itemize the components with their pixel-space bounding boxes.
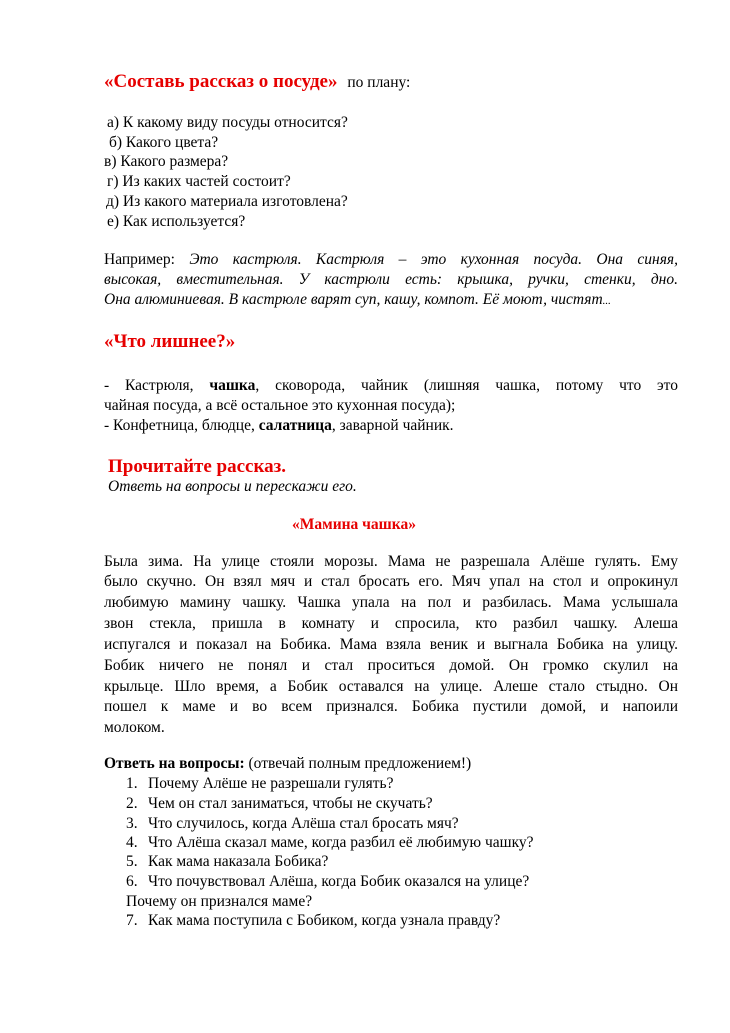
section3-subtitle: Ответь на вопросы и перескажи его. <box>108 478 357 495</box>
question-item: 7. Как мама поступила с Бобиком, когда узнала правду? <box>126 912 501 929</box>
questions-heading <box>104 755 471 773</box>
story-title: «Мамина чашка» <box>292 516 416 533</box>
example-line: Например: Это кастрюля. Кастрюля – это кухонная посуда. Она синяя, <box>104 251 678 268</box>
story-line: любимую мамину чашку. Чашка упала на пол и разбилась. Мама услышала <box>104 594 678 611</box>
example-line: высокая, вместительная. У кастрюли есть: крышка, ручки, стенки, дно. <box>104 271 678 288</box>
question-item: 6. Что почувствовал Алёша, когда Бобик оказался на улице? <box>126 873 530 890</box>
question-item: 5. Как мама наказала Бобика? <box>126 853 329 870</box>
section2-title: «Что лишнее?» <box>104 331 236 352</box>
question-item: Почему он признался маме? <box>126 893 313 910</box>
question-item: 2. Чем он стал заниматься, чтобы не скучать? <box>126 795 433 812</box>
section1-subtitle: по плану: <box>347 74 411 91</box>
question-item: 4. Что Алёша сказал маме, когда разбил её любимую чашку? <box>126 834 534 851</box>
question-item: 1. Почему Алёше не разрешали гулять? <box>126 775 394 792</box>
plan-item: б) Какого цвета? <box>109 134 219 151</box>
story-line: Была зима. На улице стояли морозы. Мама не разрешала Алёше гулять. Ему <box>104 553 678 570</box>
section1-heading <box>104 71 410 93</box>
example-line: Она алюминиевая. В кастрюле варят суп, кашу, компот. Её моют, чистят... <box>104 291 611 308</box>
story-line: Бобик ничего не понял и стал проситься домой. Он громко скулил на <box>104 657 678 674</box>
plan-item: в) Какого размера? <box>104 153 229 170</box>
plan-item: а) К какому виду посуды относится? <box>107 114 348 131</box>
question-item: 3. Что случилось, когда Алёша стал бросать мяч? <box>126 815 459 832</box>
section3-title: Прочитайте рассказ. <box>108 456 287 477</box>
odd-one-line: чайная посуда, а всё остальное это кухонная посуда); <box>104 397 456 414</box>
plan-item: е) Как используется? <box>107 213 246 230</box>
section1-title: «Составь рассказ о посуде» <box>104 71 338 92</box>
plan-item: г) Из каких частей состоит? <box>107 173 291 190</box>
story-line: крыльце. Шло время, а Бобик оставался на улице. Алеше стало стыдно. Он <box>104 678 678 695</box>
story-line: пошел к маме и во всем признался. Бобика пустили домой, и напоили <box>104 698 678 715</box>
story-line: испугался и показал на Бобика. Мама взяла веник и выгнала Бобика на улицу. <box>104 636 678 653</box>
story-line: звон стекла, пришла в комнату и спросила, кто разбил чашку. Алеша <box>104 615 678 632</box>
example-label: Например: <box>104 251 175 268</box>
odd-one-line: - Конфетница, блюдце, салатница, заварной чайник. <box>104 417 454 434</box>
plan-item: д) Из какого материала изготовлена? <box>106 193 348 210</box>
story-line: было скучно. Он взял мяч и стал бросать его. Мяч упал на стол и опрокинул <box>104 573 678 590</box>
story-line: молоком. <box>104 719 165 736</box>
odd-one-line: - Кастрюля, чашка, сковорода, чайник (лишняя чашка, потому что это <box>104 377 678 394</box>
questions-note: (отвечай полным предложением!) <box>244 755 472 772</box>
questions-label: Ответь на вопросы: <box>104 755 245 772</box>
